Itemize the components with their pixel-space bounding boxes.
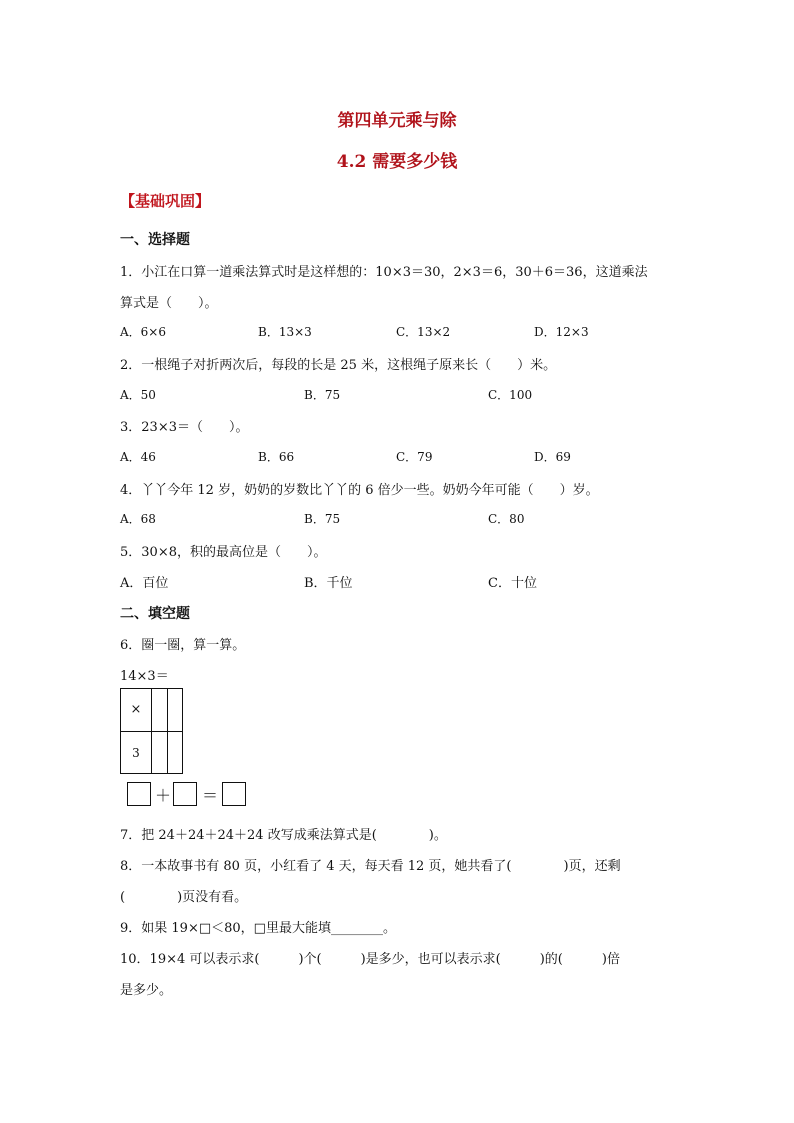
- question-3-option-d: D．69: [534, 450, 571, 464]
- grid-multiply-sign: ×: [130, 702, 142, 717]
- question-2-option-a: A．50: [120, 388, 156, 402]
- question-1-option-c: C．13×2: [396, 325, 451, 339]
- question-5: 5．30×8，积的最高位是（ ）。: [120, 545, 327, 560]
- section-fill-heading: 二、填空题: [120, 606, 190, 622]
- question-1-option-d: D．12×3: [534, 325, 589, 339]
- question-1-option-a: A．6×6: [120, 325, 166, 339]
- answer-box-3[interactable]: [222, 782, 246, 806]
- question-4-option-c: C．80: [488, 512, 525, 526]
- question-5-option-b: B．千位: [304, 576, 353, 591]
- answer-box-2[interactable]: [173, 782, 197, 806]
- question-2-option-b: B．75: [304, 388, 341, 402]
- page-subtitle: 4.2 需要多少钱: [336, 152, 458, 172]
- question-3-option-a: A．46: [120, 450, 156, 464]
- question-10-line-2: 是多少。: [120, 983, 173, 998]
- question-1-option-b: B．13×3: [258, 325, 312, 339]
- question-9: 9．如果 19×□＜80，□里最大能填________。: [120, 921, 396, 936]
- question-4: 4．丫丫今年 12 岁，奶奶的岁数比丫丫的 6 倍少一些。奶奶今年可能（ ）岁。: [120, 483, 599, 498]
- question-1-line-1: 1．小江在口算一道乘法算式时是这样想的：10×3＝30，2×3＝6，30＋6＝36，这道乘法: [120, 265, 648, 280]
- section-tag: 【基础巩固】: [120, 192, 211, 210]
- grid-multiplier: 3: [132, 746, 140, 760]
- question-5-option-c: C．十位: [488, 576, 537, 591]
- multiplication-grid: [120, 688, 183, 774]
- question-6-expression: 14×3＝: [120, 669, 169, 684]
- question-3-option-b: B．66: [258, 450, 295, 464]
- question-8-line-1: 8．一本故事书有 80 页，小红看了 4 天，每天看 12 页，她共看了( )页，还剩: [120, 859, 621, 874]
- plus-sign: ＋: [155, 786, 172, 805]
- answer-box-1[interactable]: [127, 782, 151, 806]
- question-6: 6．圈一圈，算一算。: [120, 638, 246, 653]
- question-2-option-c: C．100: [488, 388, 533, 402]
- question-2: 2．一根绳子对折两次后，每段的长是 25 米，这根绳子原来长（ ）米。: [120, 358, 557, 373]
- question-7: 7．把 24＋24＋24＋24 改写成乘法算式是( )。: [120, 828, 447, 843]
- equals-sign: ＝: [202, 786, 219, 805]
- question-8-line-2: ( )页没有看。: [120, 890, 248, 905]
- question-5-option-a: A．百位: [120, 576, 169, 591]
- question-3: 3．23×3＝（ ）。: [120, 420, 249, 435]
- question-10-line-1: 10．19×4 可以表示求( )个( )是多少，也可以表示求( )的( )倍: [120, 952, 620, 967]
- question-4-option-b: B．75: [304, 512, 341, 526]
- section-choice-heading: 一、选择题: [120, 232, 190, 248]
- question-4-option-a: A．68: [120, 512, 156, 526]
- question-1-line-2: 算式是（ ）。: [120, 296, 218, 311]
- question-3-option-c: C．79: [396, 450, 433, 464]
- page-title: 第四单元乘与除: [337, 111, 457, 131]
